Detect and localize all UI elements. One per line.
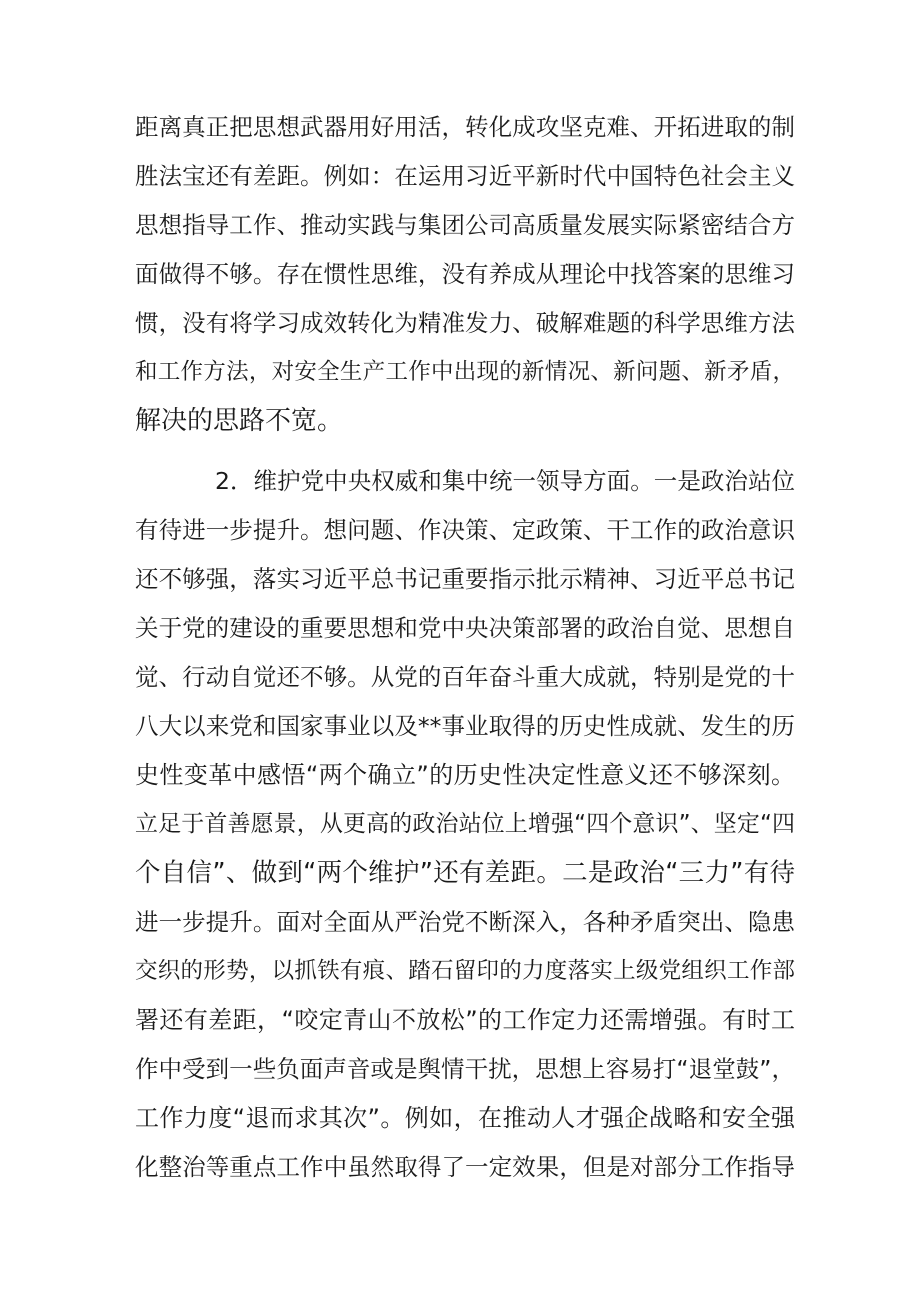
text-line: 关于党的建设的重要思想和党中央决策部署的政治自觉、思想自 [135,614,795,642]
text-line: 工作力度“退而求其次”。例如，在推动人才强企战略和安全强 [135,1104,795,1132]
text-line: 距离真正把思想武器用好用活，转化成攻坚克难、开拓进取的制 [135,113,795,141]
text-line: 署还有差距，“咬定青山不放松”的工作定力还需增强。有时工 [135,1006,795,1034]
text-line: 惯，没有将学习成效转化为精准发力、破解难题的科学思维方法 [135,309,795,337]
text-line: 化整治等重点工作中虽然取得了一定效果，但是对部分工作指导 [135,1153,795,1181]
text-line: 胜法宝还有差距。例如：在运用习近平新时代中国特色社会主义 [135,162,795,190]
text-line: 觉、行动自觉还不够。从党的百年奋斗重大成就，特别是党的十 [135,663,795,691]
text-line: 史性变革中感悟“两个确立”的历史性决定性意义还不够深刻。 [135,761,795,789]
text-line: 有待进一步提升。想问题、作决策、定政策、干工作的政治意识 [135,516,795,544]
text-line: 面做得不够。存在惯性思维，没有养成从理论中找答案的思维习 [135,260,795,288]
text-line: 解决的思路不宽。 [135,406,344,436]
text-line: 立足于首善愿景，从更高的政治站位上增强“四个意识”、坚定“四 [135,811,795,837]
text-line: 个自信”、做到“两个维护”还有差距。二是政治“三力”有待 [135,858,795,888]
text-line: 和工作方法，对安全生产工作中出现的新情况、新问题、新矛盾， [135,359,795,385]
text-line: 思想指导工作、推动实践与集团公司高质量发展实际紧密结合方 [135,211,795,239]
text-line: 作中受到一些负面声音或是舆情干扰，思想上容易打“退堂鼓”， [135,1055,795,1083]
text-line: 还不够强，落实习近平总书记重要指示批示精神、习近平总书记 [135,565,795,593]
text-line: 2．维护党中央权威和集中统一领导方面。一是政治站位 [215,467,795,495]
text-line: 八大以来党和国家事业以及**事业取得的历史性成就、发生的历 [135,712,795,740]
text-line: 进一步提升。面对全面从严治党不断深入，各种矛盾突出、隐患 [135,908,795,936]
text-line: 交织的形势，以抓铁有痕、踏石留印的力度落实上级党组织工作部 [135,958,795,984]
